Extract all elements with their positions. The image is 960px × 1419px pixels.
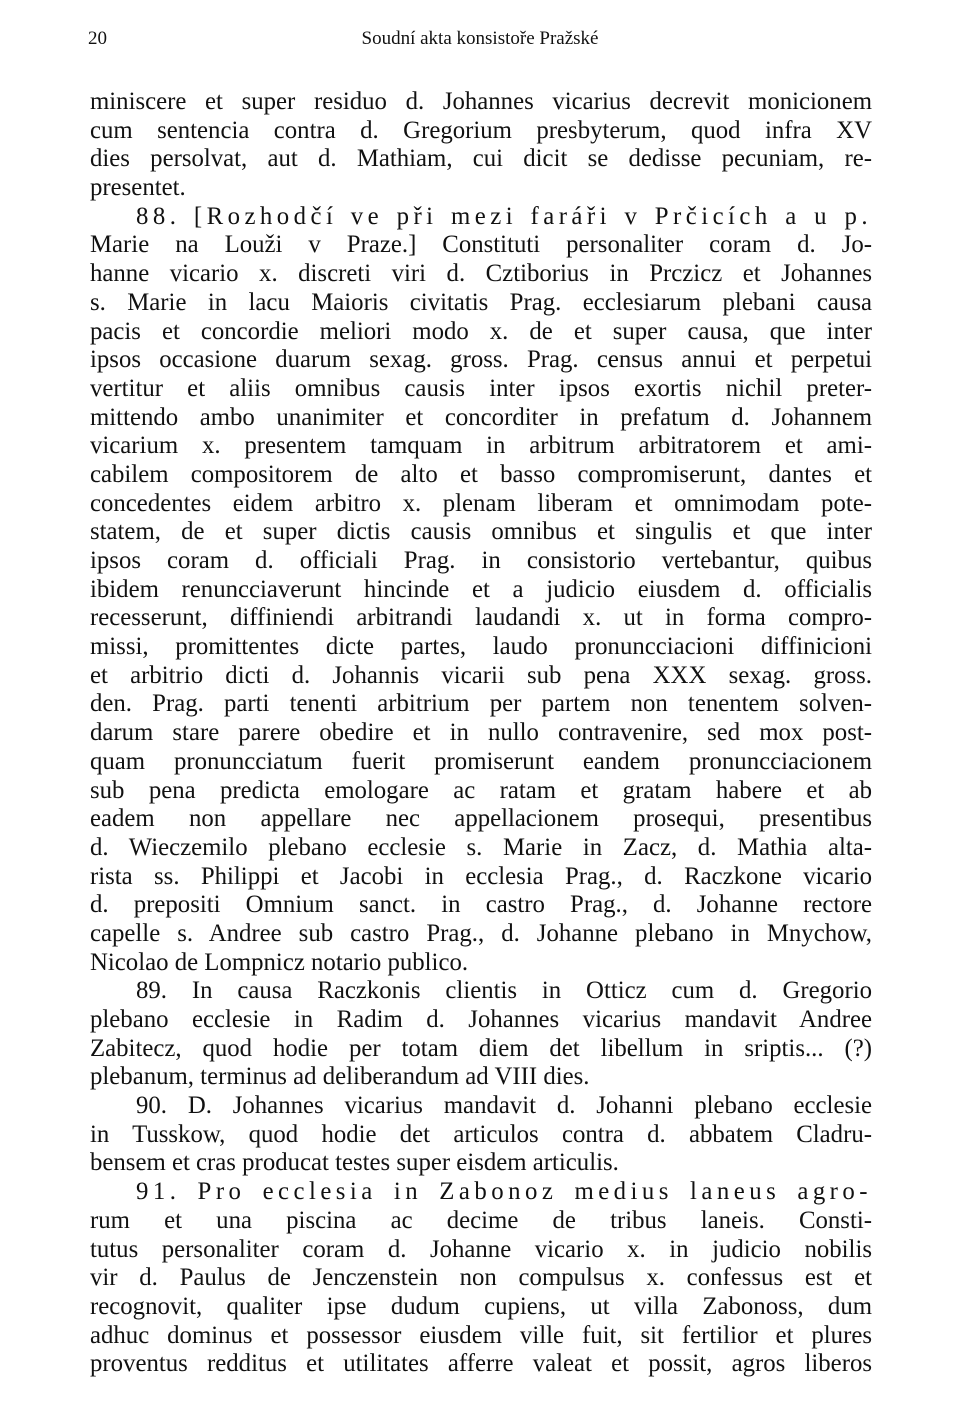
- text-line: Zabitecz, quod hodie per totam diem det libellum in sriptis... (?): [90, 1034, 872, 1062]
- text-line: plebano ecclesie in Radim d. Johannes vicarius mandavit Andree: [90, 1006, 872, 1033]
- text-line: dies persolvat, aut d. Mathiam, cui dicit se dedisse pecuniam, re-: [90, 145, 872, 173]
- text-line: vicarium x. presentem tamquam in arbitrum arbitratorem et ami-: [90, 432, 872, 460]
- text-line: missi, promittentes dicte partes, laudo pronuncciacioni diffinicioni: [90, 633, 872, 661]
- text-line: recesserunt, diffiniendi arbitrandi laudandi x. ut in forma compro-: [90, 604, 872, 632]
- running-title: Soudní akta konsistoře Pražské: [361, 28, 599, 49]
- text-line: ipsos coram d. officiali Prag. in consistorio vertebantur, quibus: [90, 547, 872, 574]
- text-line: proventus redditus et utilitates afferre valeat et possit, agros liberos: [90, 1350, 872, 1378]
- text-line: miniscere et super residuo d. Johannes vicarius decrevit monicionem: [90, 88, 872, 115]
- text-line: d. prepositi Omnium sanct. in castro Prag., d. Johanne rectore: [90, 891, 872, 919]
- text-line: darum stare parere obedire et in nullo contravenire, sed mox post-: [90, 719, 872, 747]
- text-line: rista ss. Philippi et Jacobi in ecclesia Prag., d. Raczkone vicario: [90, 862, 872, 890]
- text-line: bensem et cras producat testes super eisdem articulis.: [90, 1149, 619, 1177]
- text-line: d. Wieczemilo plebano ecclesie s. Marie in Zacz, d. Mathia alta-: [90, 833, 872, 861]
- section-heading-91: 91. Pro ecclesia in Zabonoz medius laneus agro-: [136, 1178, 872, 1206]
- text-line: quam pronuncciatum fuerit promiserunt eandem pronuncciacionem: [90, 747, 872, 775]
- text-line: statem, de et super dictis causis omnibus et singulis et que inter: [90, 518, 872, 546]
- text-line: presentet.: [90, 174, 186, 202]
- paragraph-89-start: 89. In causa Raczkonis clientis in Otticz cum d. Gregorio: [136, 977, 872, 1005]
- text-line: recognovit, qualiter ipse dudum cupiens, ut villa Zabonoss, dum: [90, 1292, 872, 1320]
- text-line: tutus personaliter coram d. Johanne vicario x. in judicio nobilis: [90, 1235, 872, 1263]
- text-line: hanne vicario x. discreti viri d. Cztiborius in Prczicz et Johannes: [90, 260, 872, 288]
- page-number: 20: [88, 28, 107, 49]
- text-line: cabilem compositorem de alto et basso compromiserunt, dantes et: [90, 460, 872, 488]
- text-line: eadem non appellare nec appellacionem prosequi, presentibus: [90, 805, 872, 833]
- text-line: capelle s. Andree sub castro Prag., d. Johanne plebano in Mnychow,: [90, 919, 872, 947]
- text-line: adhuc dominus et possessor eiusdem ville fuit, sit fertilior et plures: [90, 1321, 872, 1349]
- text-line: s. Marie in lacu Maioris civitatis Prag. ecclesiarum plebani causa: [90, 288, 872, 316]
- text-line: mittendo ambo unanimiter et concorditer in prefatum d. Johannem: [90, 403, 872, 431]
- text-line: et arbitrio dicti d. Johannis vicarii sub pena XXX sexag. gross.: [90, 661, 872, 689]
- text-line: ibidem renuncciaverunt hincinde et a judicio eiusdem d. officialis: [90, 575, 872, 603]
- text-line: vertitur et aliis omnibus causis inter ipsos exortis nichil preter-: [90, 374, 872, 402]
- text-line: Marie na Louži v Praze.] Constituti personaliter coram d. Jo-: [90, 231, 872, 259]
- paragraph-90-start: 90. D. Johannes vicarius mandavit d. Johanni plebano ecclesie: [136, 1092, 872, 1120]
- body-text: [90, 88, 872, 1379]
- text-line: in Tusskow, quod hodie det articulos contra d. abbatem Cladru-: [90, 1120, 872, 1148]
- text-line: den. Prag. parti tenenti arbitrium per partem non tenentem solven-: [90, 690, 872, 718]
- text-line: cum sentencia contra d. Gregorium presbyterum, quod infra XV: [90, 116, 872, 144]
- text-line: concedentes eidem arbitro x. plenam liberam et omnimodam pote-: [90, 489, 872, 517]
- text-line: Nicolao de Lompnicz notario publico.: [90, 948, 469, 976]
- text-line: vir d. Paulus de Jenczenstein non compulsus x. confessus est et: [90, 1264, 872, 1292]
- text-line: sub pena predicta emologare ac ratam et gratam habere et ab: [90, 776, 872, 804]
- section-heading-88: 88. [Rozhodčí ve při mezi faráři v Prčicích a u p.: [136, 202, 872, 230]
- text-line: plebanum, terminus ad deliberandum ad VIII dies.: [90, 1063, 590, 1091]
- text-line: pacis et concordie meliori modo x. de et super causa, que inter: [90, 317, 872, 345]
- running-head: [88, 28, 872, 58]
- text-line: rum et una piscina ac decime de tribus laneis. Consti-: [90, 1206, 872, 1234]
- text-line: ipsos occasione duarum sexag. gross. Prag. census annui et perpetui: [90, 346, 872, 374]
